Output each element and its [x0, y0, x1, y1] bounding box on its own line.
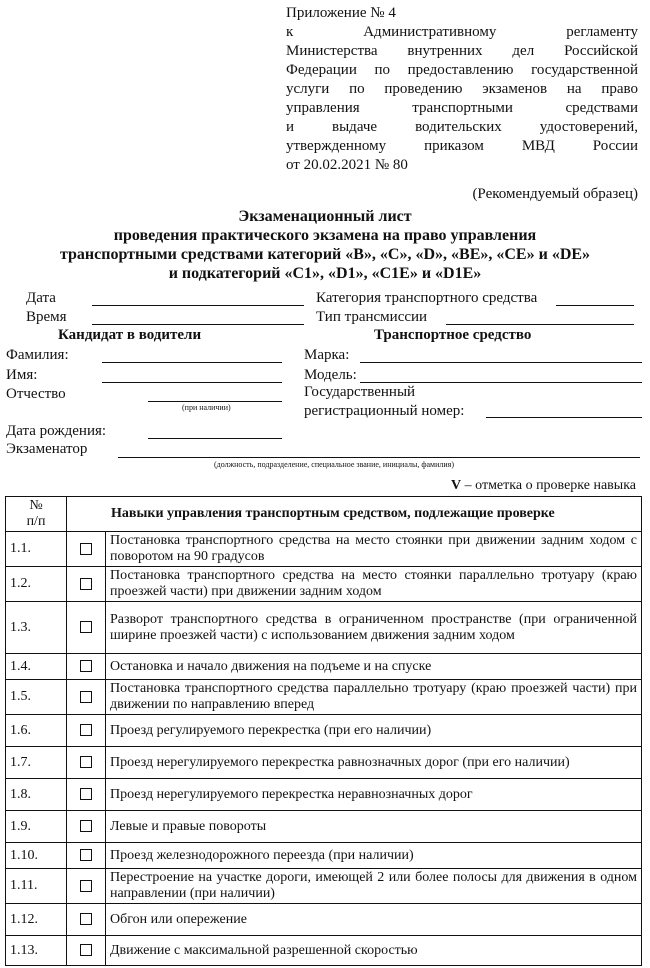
table-row — [6, 869, 642, 904]
skill-checkbox-cell — [67, 747, 106, 779]
title-line: Экзаменационный лист — [238, 208, 412, 225]
check-legend-text: – отметка о проверке навыка — [461, 478, 636, 493]
table-row — [6, 532, 642, 567]
skill-checkbox-cell — [67, 811, 106, 843]
surname-label: Фамилия: — [6, 347, 69, 363]
table-header-row — [6, 497, 642, 532]
appendix-line: Приложение № 4 — [286, 5, 396, 21]
skills-column-header: Навыки управления транспортным средством, подлежащие проверке — [67, 497, 642, 532]
skill-description: Обгон или опережение — [106, 904, 642, 936]
table-row — [6, 811, 642, 843]
skill-checkbox[interactable] — [80, 880, 92, 892]
document-title — [0, 207, 650, 283]
skill-checkbox[interactable] — [80, 944, 92, 956]
if-any-hint: (при наличии) — [182, 403, 231, 412]
number-column-header — [6, 497, 67, 532]
skill-checkbox-cell — [67, 936, 106, 966]
skill-checkbox-cell — [67, 869, 106, 904]
skill-checkbox-cell — [67, 904, 106, 936]
date-field[interactable] — [92, 304, 304, 306]
number-header-line: п/п — [26, 514, 46, 529]
date-label: Дата — [26, 290, 56, 306]
title-line: проведения практического экзамена на право управления — [113, 227, 537, 244]
transmission-label: Тип трансмиссии — [316, 309, 428, 325]
skill-checkbox[interactable] — [80, 691, 92, 703]
skill-checkbox-cell — [67, 715, 106, 747]
candidate-header: Кандидат в водители — [58, 327, 202, 343]
skill-checkbox-cell — [67, 680, 106, 715]
skill-checkbox[interactable] — [80, 756, 92, 768]
table-row — [6, 715, 642, 747]
model-label: Модель: — [304, 367, 357, 383]
title-line: и подкатегорий «C1», «D1», «C1E» и «D1E» — [168, 265, 482, 282]
skill-description: Перестроение на участке дороги, имеющей 2 или более полосы для движения в одном направлении (при наличии) — [106, 869, 642, 904]
skill-number: 1.9. — [6, 811, 67, 843]
skill-number: 1.7. — [6, 747, 67, 779]
table-row — [6, 843, 642, 869]
skill-number: 1.6. — [6, 715, 67, 747]
examiner-label: Экзаменатор — [6, 441, 88, 457]
skill-description: Проезд регулируемого перекрестка (при его наличии) — [106, 715, 642, 747]
time-label: Время — [26, 309, 67, 325]
skill-description: Проезд нерегулируемого перекрестка равнозначных дорог (при его наличии) — [106, 747, 642, 779]
title-line: транспортными средствами категорий «B», «C», «D», «BE», «CE» и «DE» — [59, 246, 591, 263]
skill-checkbox[interactable] — [80, 543, 92, 555]
birth-date-field[interactable] — [148, 437, 282, 439]
skill-description: Левые и правые повороты — [106, 811, 642, 843]
vehicle-header: Транспортное средство — [374, 327, 532, 343]
appendix-line: управления транспортными средствами — [286, 100, 638, 116]
skill-description: Проезд нерегулируемого перекрестка неравнозначных дорог — [106, 779, 642, 811]
birth-date-label: Дата рождения: — [6, 423, 107, 439]
skill-number: 1.2. — [6, 567, 67, 602]
skills-table — [5, 496, 642, 966]
skill-number: 1.3. — [6, 602, 67, 654]
skill-checkbox[interactable] — [80, 621, 92, 633]
skill-description: Постановка транспортного средства параллельно тротуару (краю проезжей части) при движении по направлению вперед — [106, 680, 642, 715]
skill-number: 1.1. — [6, 532, 67, 567]
skill-checkbox[interactable] — [80, 578, 92, 590]
skill-description: Разворот транспортного средства в ограниченном пространстве (при ограниченной ширине проезжей части) с использованием движения задним ходом — [106, 602, 642, 654]
table-row — [6, 602, 642, 654]
sample-note: (Рекомендуемый образец) — [472, 186, 638, 202]
skill-checkbox-cell — [67, 654, 106, 680]
appendix-line: Министерства внутренних дел Российской — [286, 43, 638, 59]
skill-number: 1.13. — [6, 936, 67, 966]
brand-label: Марка: — [304, 347, 350, 363]
skill-number: 1.4. — [6, 654, 67, 680]
check-mark-symbol: V — [451, 478, 462, 493]
state-reg-label-2: регистрационный номер: — [304, 403, 465, 419]
table-row — [6, 747, 642, 779]
vehicle-category-field[interactable] — [556, 304, 634, 306]
appendix-line: к Административному регламенту — [286, 24, 638, 40]
skill-description: Проезд железнодорожного переезда (при наличии) — [106, 843, 642, 869]
table-row — [6, 654, 642, 680]
skill-description: Движение с максимальной разрешенной скоростью — [106, 936, 642, 966]
skill-checkbox[interactable] — [80, 820, 92, 832]
skill-checkbox-cell — [67, 567, 106, 602]
skill-checkbox[interactable] — [80, 660, 92, 672]
skill-number: 1.8. — [6, 779, 67, 811]
skill-checkbox[interactable] — [80, 849, 92, 861]
examiner-field[interactable] — [118, 456, 640, 458]
skill-number: 1.10. — [6, 843, 67, 869]
skill-number: 1.12. — [6, 904, 67, 936]
table-row — [6, 680, 642, 715]
surname-field[interactable] — [102, 361, 282, 363]
skill-description: Постановка транспортного средства на место стоянки параллельно тротуару (краю проезжей части) при движении задним ходом — [106, 567, 642, 602]
appendix-block — [286, 4, 638, 175]
table-row — [6, 936, 642, 966]
skill-checkbox[interactable] — [80, 724, 92, 736]
skill-checkbox-cell — [67, 779, 106, 811]
model-field[interactable] — [360, 381, 642, 383]
appendix-line: утвержденному приказом МВД России — [286, 138, 638, 154]
skill-description: Остановка и начало движения на подъеме и на спуске — [106, 654, 642, 680]
table-row — [6, 904, 642, 936]
appendix-line: и выдаче водительских удостоверений, — [286, 119, 638, 135]
skill-checkbox-cell — [67, 602, 106, 654]
patronymic-label: Отчество — [6, 386, 66, 402]
brand-field[interactable] — [360, 361, 642, 363]
state-reg-label-1: Государственный — [304, 384, 416, 400]
skill-checkbox-cell — [67, 843, 106, 869]
skill-description: Постановка транспортного средства на место стоянки при движении задним ходом с поворотом на 90 градусов — [106, 532, 642, 567]
table-row — [6, 567, 642, 602]
number-header-line: № — [29, 498, 43, 513]
vehicle-category-label: Категория транспортного средства — [316, 290, 538, 306]
appendix-line: от 20.02.2021 № 80 — [286, 157, 408, 173]
skill-checkbox[interactable] — [80, 913, 92, 925]
name-field[interactable] — [102, 381, 282, 383]
check-legend — [451, 478, 636, 494]
skill-number: 1.5. — [6, 680, 67, 715]
skill-checkbox[interactable] — [80, 788, 92, 800]
skill-checkbox-cell — [67, 532, 106, 567]
state-reg-field[interactable] — [486, 416, 642, 418]
examiner-hint: (должность, подразделение, специальное звание, инициалы, фамилия) — [214, 460, 455, 469]
patronymic-field[interactable] — [148, 400, 282, 402]
time-field[interactable] — [92, 323, 304, 325]
name-label: Имя: — [6, 367, 38, 383]
appendix-line: Федерации по предоставлению государственной — [286, 62, 638, 78]
skill-number: 1.11. — [6, 869, 67, 904]
table-row — [6, 779, 642, 811]
appendix-line: услуги по проведению экзаменов на право — [286, 81, 638, 97]
transmission-field[interactable] — [446, 323, 634, 325]
